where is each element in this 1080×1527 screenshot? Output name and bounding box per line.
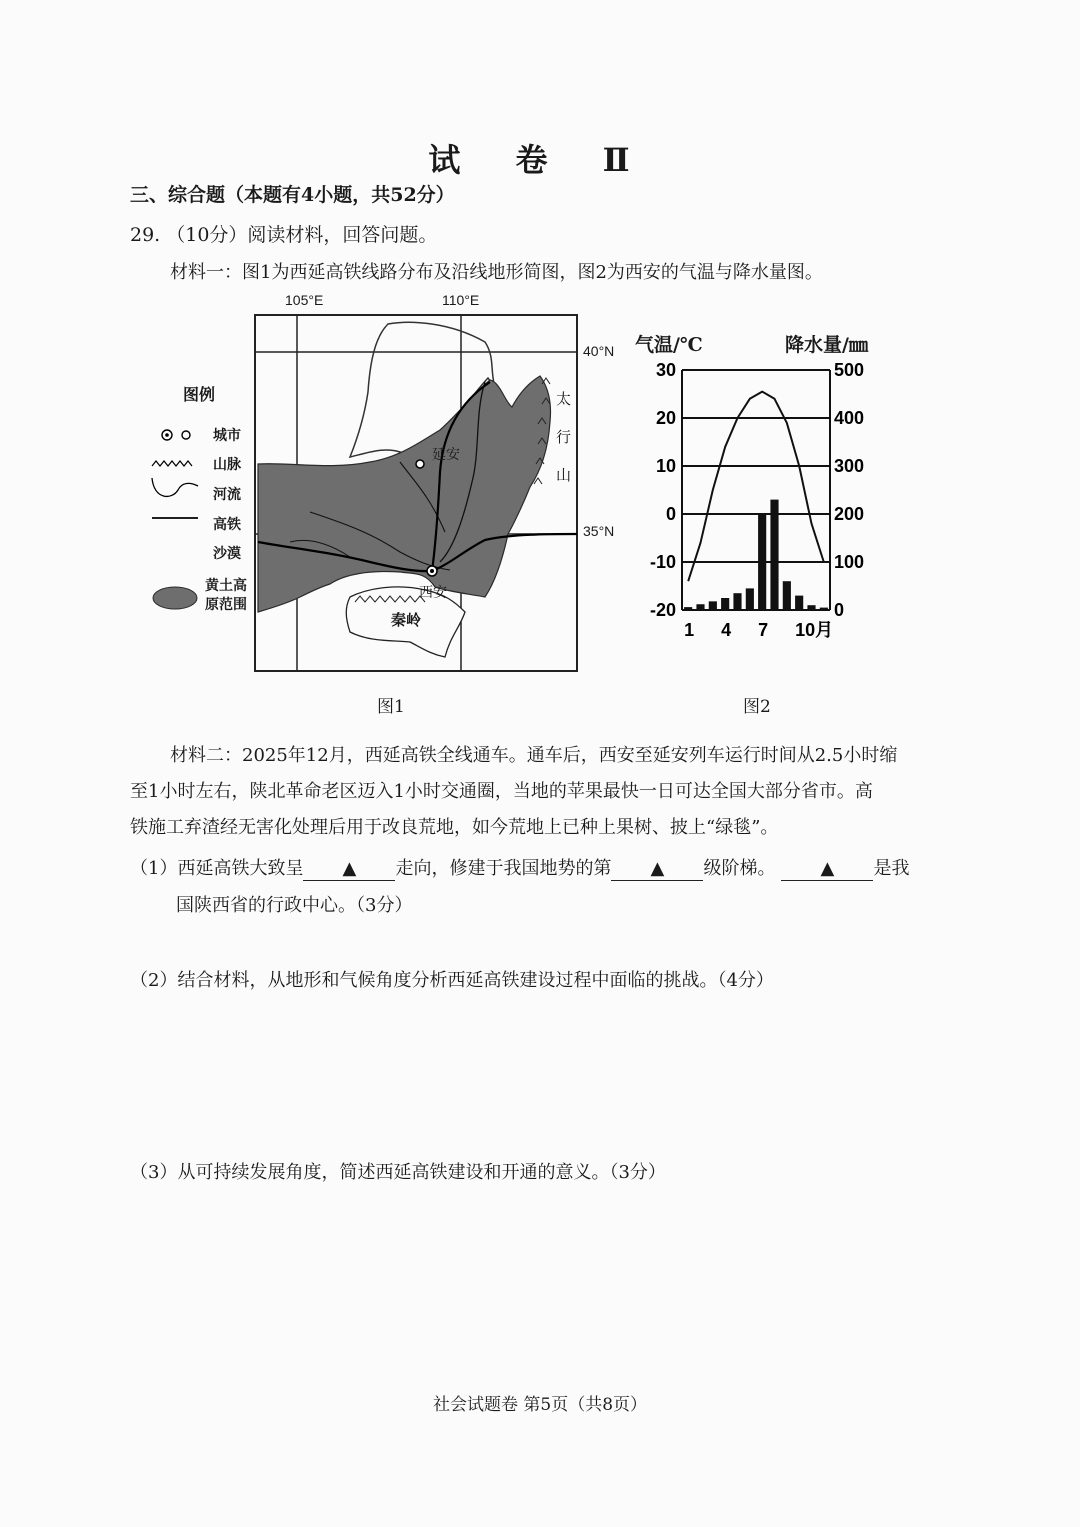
precip-bar <box>721 598 729 610</box>
city-label-xian: 西安 <box>419 585 447 601</box>
precip-bar <box>758 514 766 610</box>
precip-bar <box>709 601 717 610</box>
lat-label-40: 40°N <box>583 343 615 359</box>
sub-q1-part1: （1）西延高铁大致呈 <box>130 858 304 879</box>
temp-tick-label: -10 <box>649 552 676 572</box>
month-tick-label: 4 <box>721 620 732 640</box>
material-two-line3: 铁施工弃渣经无害化处理后用于改良荒地，如今荒地上已种上果树、披上“绿毯”。 <box>130 817 779 838</box>
precip-tick-label: 400 <box>834 408 865 428</box>
lat-label-35: 35°N <box>583 523 615 539</box>
taihang-label-3: 山 <box>556 466 572 484</box>
legend-label-railway: 高铁 <box>213 517 241 533</box>
lon-label-105: 105°E <box>285 292 324 308</box>
temp-tick-label: 10 <box>655 456 676 476</box>
temp-tick-label: -20 <box>649 600 676 620</box>
legend-label-river: 河流 <box>213 487 241 503</box>
legend-label-city: 城市 <box>213 428 241 444</box>
temp-tick-label: 30 <box>655 360 676 380</box>
answer-blank-step[interactable]: ▲ <box>611 858 703 881</box>
precip-bar <box>746 588 754 610</box>
mountain-symbol-icon <box>152 461 192 466</box>
answer-blank-capital[interactable]: ▲ <box>781 858 873 881</box>
precip-tick-label: 200 <box>834 504 865 524</box>
answer-blank-direction[interactable]: ▲ <box>303 858 395 881</box>
climate-chart <box>640 358 880 650</box>
page-title: 试 卷 Ⅱ <box>428 141 652 179</box>
legend-label-loess-2: 原范围 <box>205 597 247 613</box>
lon-label-110: 110°E <box>442 292 480 308</box>
figure-2-caption: 图2 <box>743 697 771 717</box>
chart-left-axis-label: 气温/℃ <box>635 334 703 356</box>
sub-question-2: （2）结合材料，从地形和气候角度分析西延高铁建设过程中面临的挑战。（4分） <box>130 970 774 991</box>
sub-question-1 <box>130 851 970 887</box>
month-tick-label: 7 <box>758 620 769 640</box>
legend-title: 图例 <box>183 385 216 404</box>
precip-tick-label: 100 <box>834 552 865 572</box>
loess-symbol-icon <box>153 587 197 609</box>
legend-label-desert: 沙漠 <box>213 546 241 562</box>
material-two-line2: 至1小时左右，陕北革命老区迈入1小时交通圈，当地的苹果最快一日可达全国大部分省市。高 <box>130 781 873 802</box>
place-label-qinling: 秦岭 <box>391 611 422 629</box>
section-heading: 三、综合题（本题有4小题，共52分） <box>130 184 455 206</box>
legend-label-mountain: 山脉 <box>213 457 241 473</box>
sub-question-1-line2: 国陕西省的行政中心。（3分） <box>176 895 413 916</box>
precip-bar <box>783 581 791 610</box>
material-two-line1: 材料二：2025年12月，西延高铁全线通车。通车后，西安至延安列车运行时间从2.5小时缩 <box>170 745 898 766</box>
city-label-yanan: 延安 <box>432 447 460 463</box>
precip-bar <box>696 604 704 610</box>
taihang-label-1: 太 <box>556 390 572 408</box>
sub-q1-part4: 是我 <box>873 858 910 879</box>
precip-tick-label: 300 <box>834 456 865 476</box>
sub-question-3: （3）从可持续发展角度，简述西延高铁建设和开通的意义。（3分） <box>130 1162 666 1183</box>
question-header: 29. （10分）阅读材料，回答问题。 <box>130 224 438 246</box>
precip-tick-label: 500 <box>834 360 865 380</box>
page-footer: 社会试题卷 第5页（共8页） <box>432 1395 648 1415</box>
precip-bar <box>770 500 778 610</box>
temp-tick-label: 20 <box>655 408 676 428</box>
temperature-line <box>688 392 824 582</box>
sub-q1-part3: 级阶梯。 <box>703 858 776 879</box>
month-tick-label: 10月 <box>795 620 834 640</box>
temp-tick-label: 0 <box>665 504 676 524</box>
precip-bar <box>733 593 741 610</box>
precip-bar <box>820 608 828 610</box>
month-tick-label: 1 <box>684 620 695 640</box>
precip-bar <box>807 605 815 610</box>
precip-bar <box>795 596 803 610</box>
precip-tick-label: 0 <box>834 600 845 620</box>
yanan-city-marker <box>416 460 424 468</box>
taihang-label-2: 行 <box>556 428 572 446</box>
chart-right-axis-label: 降水量/㎜ <box>785 334 868 356</box>
precip-bar <box>684 607 692 610</box>
material-one: 材料一：图1为西延高铁线路分布及沿线地形简图，图2为西安的气温与降水量图。 <box>170 262 823 283</box>
figure-1-caption: 图1 <box>377 697 405 717</box>
river-symbol-icon <box>152 478 198 496</box>
sub-q1-part2: 走向，修建于我国地势的第 <box>395 858 612 879</box>
legend-label-loess-1: 黄土高 <box>205 578 247 594</box>
legend-symbols <box>150 420 210 620</box>
